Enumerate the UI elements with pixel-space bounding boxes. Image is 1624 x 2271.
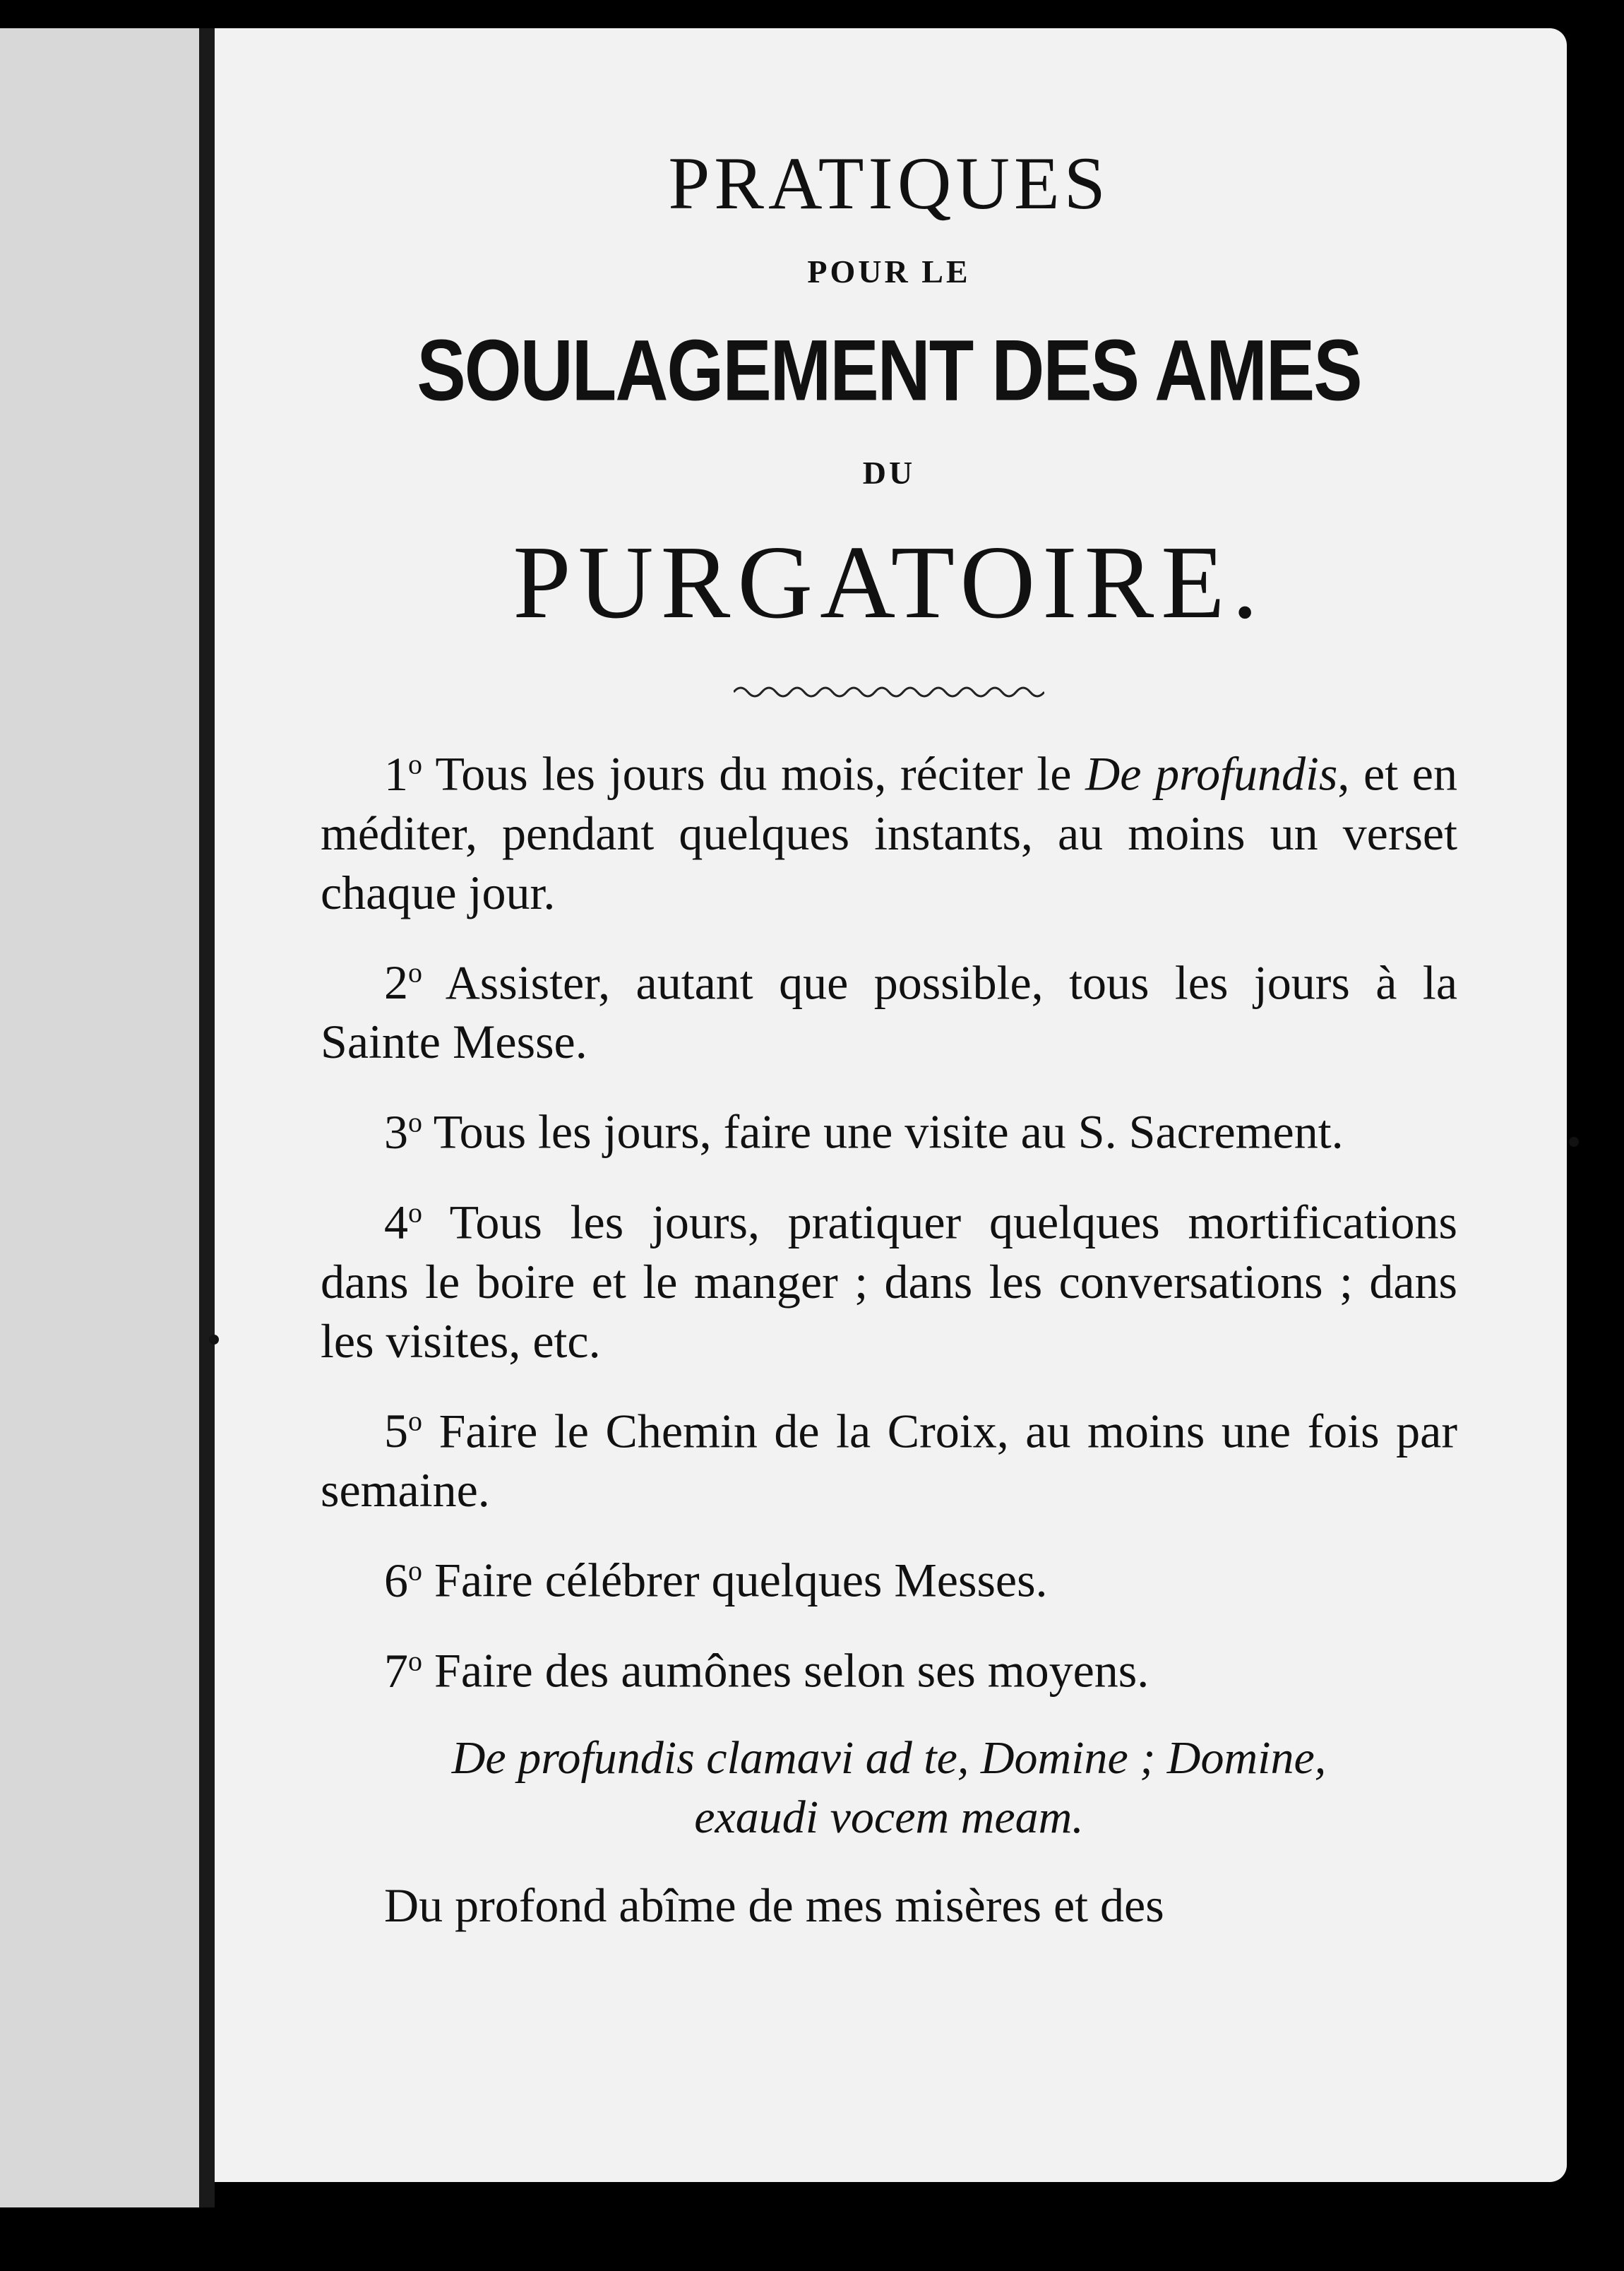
title-pratiques: PRATIQUES [668,142,1110,225]
item-number: 6$^o$ [384,1553,422,1607]
item-number: 3$^o$ [384,1104,422,1159]
latin-verse [321,1729,1457,1847]
item-text: Faire célébrer quelques Messes. [434,1553,1048,1607]
edge-mark [1569,1137,1579,1147]
practice-item-7 [321,1631,1457,1700]
practice-item-3 [321,1092,1457,1162]
item-number: 7$^o$ [384,1643,422,1698]
latin-line-2: exaudi vocem meam. [694,1791,1084,1843]
item-text: Faire des aumônes selon ses moyens. [434,1643,1150,1698]
item-number: 4$^o$ [384,1195,422,1249]
practice-item-6 [321,1541,1457,1610]
item-text: Faire le Chemin de la Croix, au moins une fois par semaine. [321,1404,1458,1518]
item-text: Tous les jours, faire une visite au S. Sacrement. [433,1104,1344,1159]
title-du: DU [862,455,916,491]
item-text: Tous les jours du mois, réciter le [435,746,1086,801]
item-number: 2$^o$ [384,955,422,1010]
practice-item-4 [321,1183,1457,1371]
item-number: 1$^o$ [384,746,422,801]
adjacent-page [0,28,199,2207]
item-text: Tous les jours, pratiquer quelques mortifications dans le boire et le manger ; dans les conversations ; dans les visites, etc. [321,1195,1457,1368]
item-number: 5$^o$ [384,1404,422,1458]
book-page [215,28,1567,2182]
item-text-cont: , et en méditer, pendant quelques instants, au moins un verset chaque jour. [321,746,1457,919]
latin-line-1: De profundis clamavi ad te, Domine ; Domine, [451,1731,1327,1784]
title-purgatoire: PURGATOIRE. [513,525,1265,640]
title-pour-le: POUR LE [807,254,971,290]
closing-paragraph: Du profond abîme de mes misères et des [384,1878,1164,1932]
practice-item-5 [321,1392,1457,1520]
page-content [321,134,1457,1935]
practice-item-2 [321,943,1457,1072]
item-text: Assister, autant que possible, tous les jours à la Sainte Messe. [321,955,1458,1069]
wavy-rule-ornament [734,678,1044,706]
spine-mark [209,1335,219,1345]
practice-item-1 [321,734,1457,922]
item-italic: De profundis [1085,746,1338,801]
book-spine [199,28,215,2207]
title-soulagement: SOULAGEMENT DES AMES [417,322,1361,419]
practice-list [321,734,1457,1700]
